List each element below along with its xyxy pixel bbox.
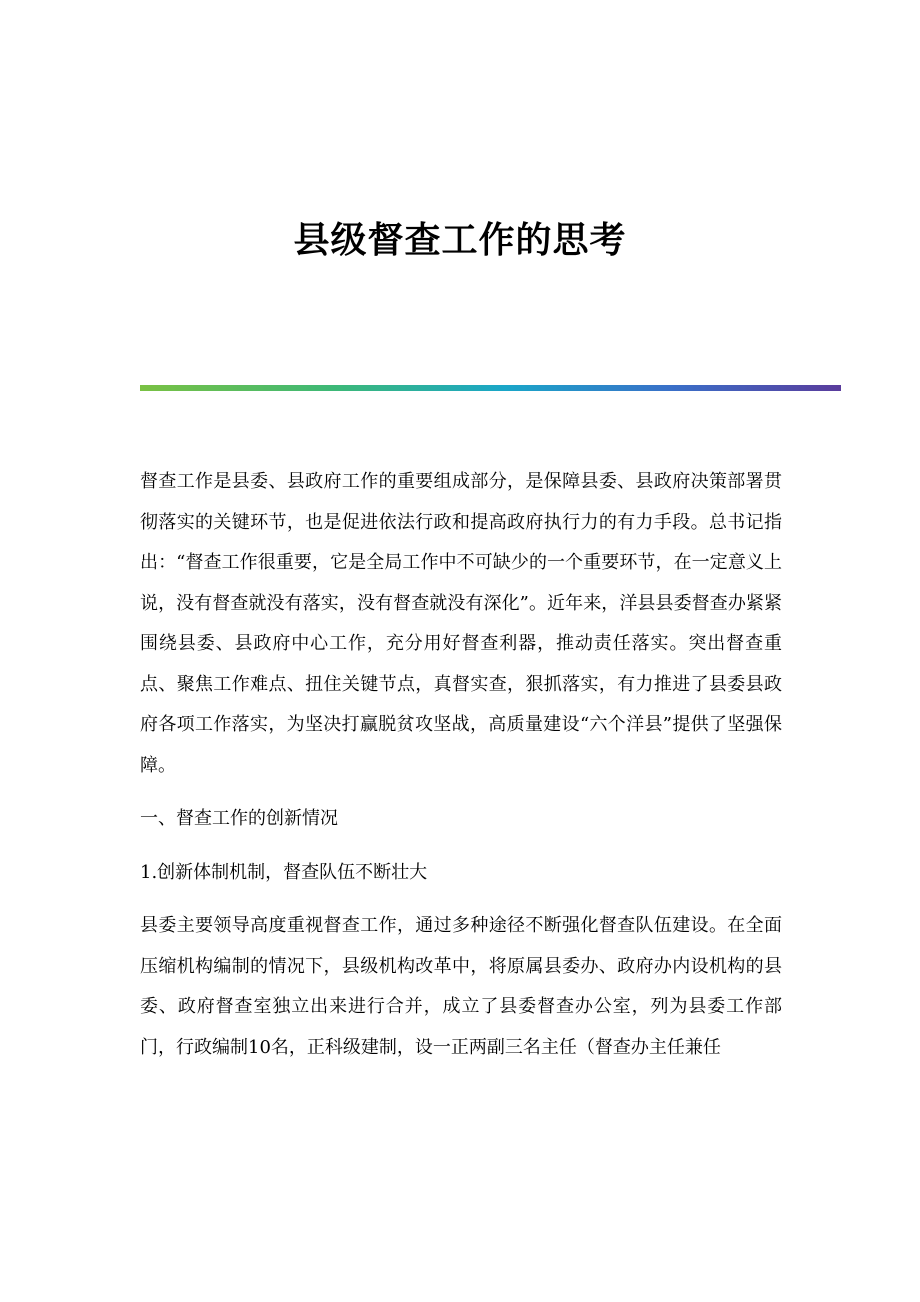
document-title: 县级督查工作的思考 xyxy=(293,219,627,261)
intro-paragraph: 督查工作是县委、县政府工作的重要组成部分，是保障县委、县政府决策部署贯彻落实的关键环节，也是促进依法行政和提高政府执行力的有力手段。总书记指出：“督查工作很重要，它是全局工作中不可缺少的一个重要环节，在一定意义上说，没有督查就没有落实，没有督查就没有深化”。近年来，洋县县委督查办紧紧围绕县委、县政府中心工作，充分用好督查利器，推动责任落实。突出督查重点、聚焦工作难点、扭住关键节点，真督实查，狠抓落实，有力推进了县委县政府各项工作落实，为坚决打赢脱贫攻坚战，高质量建设“六个洋县”提供了坚强保障。 xyxy=(140,471,782,776)
body-paragraph: 县委主要领导高度重视督查工作，通过多种途径不断强化督查队伍建设。在全面压缩机构编制的情况下，县级机构改革中，将原属县委办、政府办内设机构的县委、政府督查室独立出来进行合并，成立了县委督查办公室，列为县委工作部门，行政编制10名，正科级建制，设一正两副三名主任（督查办主任兼任 xyxy=(140,915,782,1058)
subsection-heading: 1.创新体制机制，督查队伍不断壮大 xyxy=(140,861,428,883)
document-body xyxy=(140,462,782,1068)
title-divider xyxy=(140,385,841,391)
section-heading: 一、督查工作的创新情况 xyxy=(140,808,338,829)
